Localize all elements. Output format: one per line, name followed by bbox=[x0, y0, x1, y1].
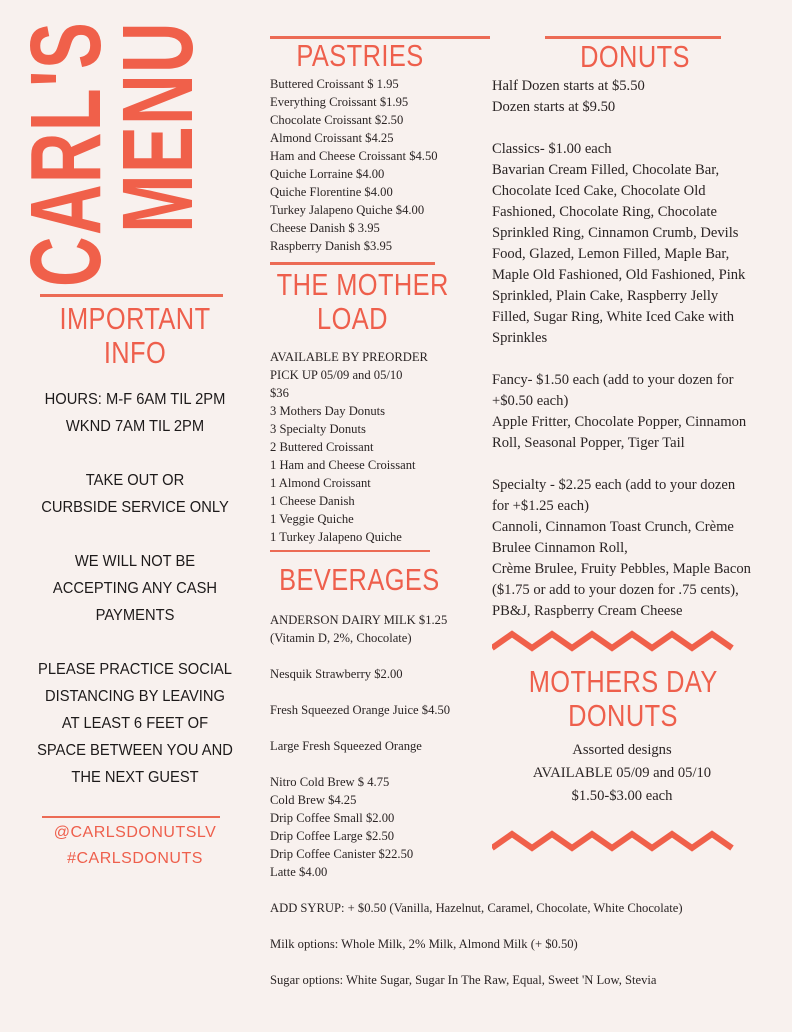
pastry-item: Almond Croissant $4.25 bbox=[270, 131, 394, 145]
donut-line: PB&J, Raspberry Cream Cheese bbox=[492, 603, 683, 619]
mothers-day-line: Assorted designs bbox=[572, 742, 672, 758]
mothers-day-details bbox=[492, 739, 752, 808]
mother-load-item: AVAILABLE BY PREORDER bbox=[270, 350, 428, 364]
donut-line: Filled, Sugar Ring, White Iced Cake with bbox=[492, 309, 735, 325]
title-line-carls: CARL'S bbox=[10, 20, 122, 287]
mother-load-item: 1 Ham and Cheese Croissant bbox=[270, 458, 416, 472]
donut-line: Cannoli, Cinnamon Toast Crunch, Crème bbox=[492, 519, 734, 535]
beverage-item: ADD SYRUP: + $0.50 (Vanilla, Hazelnut, Caramel, Chocolate, White Chocolate) bbox=[270, 901, 683, 915]
zigzag-divider bbox=[492, 628, 738, 654]
spacer bbox=[270, 953, 683, 971]
beverage-item: Drip Coffee Large $2.50 bbox=[270, 829, 395, 843]
spacer bbox=[29, 629, 241, 656]
instagram-handle[interactable]: @CARLSDONUTSLV bbox=[53, 824, 217, 841]
pastry-item: Quiche Lorraine $4.00 bbox=[270, 167, 385, 181]
donut-line: Specialty - $2.25 each (add to your dozen bbox=[492, 477, 736, 493]
heading-line: DONUTS bbox=[568, 698, 678, 733]
mother-load-item: 2 Buttered Croissant bbox=[270, 440, 374, 454]
beverage-item: Drip Coffee Canister $22.50 bbox=[270, 847, 414, 861]
mother-load-item: $36 bbox=[270, 386, 289, 400]
spacer bbox=[492, 454, 788, 475]
info-text bbox=[29, 386, 241, 791]
beverage-item: Nitro Cold Brew $ 4.75 bbox=[270, 775, 390, 789]
beverage-item: Drip Coffee Small $2.00 bbox=[270, 811, 395, 825]
info-line: PLEASE PRACTICE SOCIAL bbox=[38, 661, 232, 678]
mother-load-item: 1 Turkey Jalapeno Quiche bbox=[270, 530, 402, 544]
heading-line: THE MOTHER bbox=[276, 267, 449, 302]
pastry-item: Turkey Jalapeno Quiche $4.00 bbox=[270, 203, 425, 217]
donut-line: Food, Glazed, Lemon Filled, Maple Bar, bbox=[492, 246, 730, 262]
pastry-item: Ham and Cheese Croissant $4.50 bbox=[270, 149, 438, 163]
donut-line: Classics- $1.00 each bbox=[492, 141, 612, 157]
spacer bbox=[270, 917, 683, 935]
divider bbox=[40, 294, 223, 297]
hashtag[interactable]: #CARLSDONUTS bbox=[67, 850, 203, 867]
donut-line: Crème Brulee, Fruity Pebbles, Maple Bacon bbox=[492, 561, 751, 577]
divider bbox=[270, 262, 435, 265]
beverage-item: Nesquik Strawberry $2.00 bbox=[270, 667, 403, 681]
pastries-heading: PASTRIES bbox=[296, 38, 424, 73]
mothers-day-heading bbox=[529, 665, 718, 733]
zigzag-divider bbox=[492, 828, 738, 854]
beverage-item: (Vitamin D, 2%, Chocolate) bbox=[270, 631, 412, 645]
info-line: ACCEPTING ANY CASH bbox=[52, 580, 218, 597]
donut-line: Half Dozen starts at $5.50 bbox=[492, 78, 645, 94]
mothers-day-line: $1.50-$3.00 each bbox=[571, 788, 673, 804]
info-line: TAKE OUT OR bbox=[85, 472, 185, 489]
mother-load-item: 3 Mothers Day Donuts bbox=[270, 404, 386, 418]
donut-line: Sprinkled Ring, Cinnamon Crumb, Devils bbox=[492, 225, 739, 241]
pastry-item: Chocolate Croissant $2.50 bbox=[270, 113, 404, 127]
pastry-item: Raspberry Danish $3.95 bbox=[270, 239, 393, 253]
mothers-day-line: AVAILABLE 05/09 and 05/10 bbox=[532, 765, 712, 781]
divider bbox=[42, 816, 220, 818]
info-line: THE NEXT GUEST bbox=[71, 769, 199, 786]
spacer bbox=[492, 349, 788, 370]
pastry-item: Cheese Danish $ 3.95 bbox=[270, 221, 380, 235]
mother-load-item: 1 Cheese Danish bbox=[270, 494, 355, 508]
beverage-item: ANDERSON DAIRY MILK $1.25 bbox=[270, 613, 448, 627]
info-line: WKND 7AM TIL 2PM bbox=[65, 418, 205, 435]
mother-load-item: 1 Almond Croissant bbox=[270, 476, 371, 490]
beverage-item: Latte $4.00 bbox=[270, 865, 328, 879]
donut-line: Bavarian Cream Filled, Chocolate Bar, bbox=[492, 162, 720, 178]
beverage-item: Cold Brew $4.25 bbox=[270, 793, 357, 807]
donut-line: Apple Fritter, Chocolate Popper, Cinnamon bbox=[492, 414, 747, 430]
pastry-item: Quiche Florentine $4.00 bbox=[270, 185, 393, 199]
pastry-item: Everything Croissant $1.95 bbox=[270, 95, 409, 109]
info-line: CURBSIDE SERVICE ONLY bbox=[41, 499, 229, 516]
spacer bbox=[270, 881, 683, 899]
info-line: AT LEAST 6 FEET OF bbox=[61, 715, 209, 732]
title-line-menu: MENU bbox=[102, 21, 214, 233]
pastry-item: Buttered Croissant $ 1.95 bbox=[270, 77, 399, 91]
info-line: SPACE BETWEEN YOU AND bbox=[37, 742, 233, 759]
mother-load-item: 1 Veggie Quiche bbox=[270, 512, 354, 526]
donut-line: Fancy- $1.50 each (add to your dozen for bbox=[492, 372, 734, 388]
heading-line: LOAD bbox=[317, 301, 388, 336]
spacer bbox=[29, 521, 241, 548]
spacer bbox=[29, 440, 241, 467]
social-block bbox=[20, 820, 250, 872]
donut-line: Brulee Cinnamon Roll, bbox=[492, 540, 628, 556]
donut-line: Maple Old Fashioned, Old Fashioned, Pink bbox=[492, 267, 746, 283]
divider bbox=[270, 550, 430, 552]
menu-title bbox=[10, 20, 214, 287]
mother-load-list bbox=[270, 348, 428, 546]
donut-line: for +$1.25 each) bbox=[492, 498, 589, 514]
info-line: HOURS: M-F 6AM TIL 2PM bbox=[44, 391, 226, 408]
donuts-list bbox=[492, 76, 788, 622]
info-line: WE WILL NOT BE bbox=[74, 553, 196, 570]
mother-load-item: PICK UP 05/09 and 05/10 bbox=[270, 368, 403, 382]
beverage-item: Sugar options: White Sugar, Sugar In The Raw, Equal, Sweet 'N Low, Stevia bbox=[270, 973, 657, 987]
donut-line: Sprinkles bbox=[492, 330, 548, 346]
donuts-heading: DONUTS bbox=[580, 39, 690, 74]
beverage-item: Milk options: Whole Milk, 2% Milk, Almond Milk (+ $0.50) bbox=[270, 937, 578, 951]
beverages-heading: BEVERAGES bbox=[279, 562, 440, 597]
beverage-item: Large Fresh Squeezed Orange bbox=[270, 739, 422, 753]
heading-line: IMPORTANT bbox=[59, 301, 211, 336]
spacer bbox=[492, 118, 788, 139]
donut-line: Roll, Seasonal Popper, Tiger Tail bbox=[492, 435, 685, 451]
donut-line: Fashioned, Chocolate Ring, Chocolate bbox=[492, 204, 717, 220]
info-line: DISTANCING BY LEAVING bbox=[45, 688, 225, 705]
mother-load-heading bbox=[276, 267, 449, 336]
donut-line: Dozen starts at $9.50 bbox=[492, 99, 616, 115]
donut-line: Chocolate Iced Cake, Chocolate Old bbox=[492, 183, 706, 199]
heading-line: MOTHERS DAY bbox=[528, 664, 718, 699]
pastries-list bbox=[270, 75, 438, 255]
info-line: PAYMENTS bbox=[95, 607, 175, 624]
important-info-heading bbox=[41, 302, 230, 370]
donut-line: Sprinkled, Plain Cake, Raspberry Jelly bbox=[492, 288, 719, 304]
mother-load-item: 3 Specialty Donuts bbox=[270, 422, 366, 436]
donut-line: +$0.50 each) bbox=[492, 393, 569, 409]
donut-line: ($1.75 or add to your dozen for .75 cents), bbox=[492, 582, 739, 598]
beverage-item: Fresh Squeezed Orange Juice $4.50 bbox=[270, 703, 451, 717]
heading-line: INFO bbox=[103, 335, 167, 370]
